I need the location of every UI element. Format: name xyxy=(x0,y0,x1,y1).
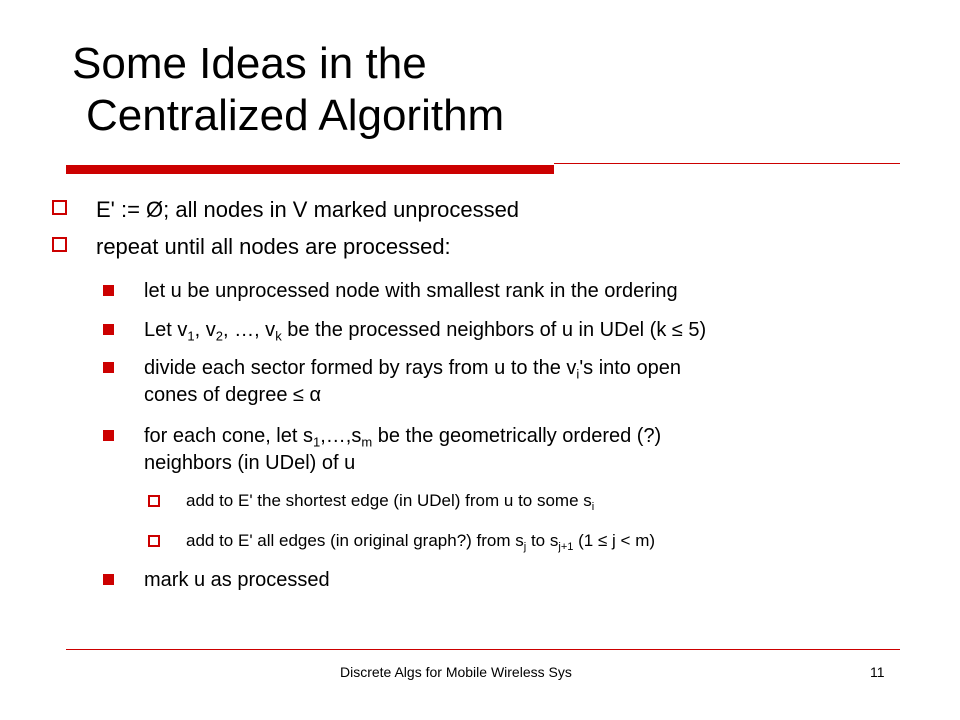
slide-title xyxy=(72,38,504,142)
footer-rule-line xyxy=(66,649,900,650)
hollow-square-bullet-icon xyxy=(148,535,160,547)
title-line-1: Some Ideas in the xyxy=(72,39,427,88)
bullet-repeat: repeat until all nodes are processed: xyxy=(96,234,451,259)
bullet-processed-neighbors: Let $v_1$, $v_2$, …, $v_k$ be the processed neighbors of u in UDel (k ≤ 5) xyxy=(144,319,707,344)
bullet-initialize: E' := Ø; all nodes in V marked unprocessed xyxy=(96,197,520,222)
bullet-each-cone: for each cone, let $s_1,\dots,s_m$ be the geometrically ordered (?) xyxy=(144,425,662,450)
bullet-select-u: let u be unprocessed node with smallest rank in the ordering xyxy=(144,280,678,302)
solid-square-bullet-icon xyxy=(103,362,114,373)
hollow-square-bullet-icon xyxy=(52,200,67,215)
solid-square-bullet-icon xyxy=(103,285,114,296)
page-number: 11 xyxy=(870,664,885,680)
bullet-divide-sectors-cont: cones of degree ≤ α xyxy=(144,384,322,406)
bullet-all-edges: add to E' all edges (in original graph?) from $s_j$ to $s_{j+1}$ (1 ≤ j < m) xyxy=(186,531,656,553)
bullet-each-cone-cont: neighbors (in UDel) of u xyxy=(144,452,356,474)
bullet-shortest-edge: add to E' the shortest edge (in UDel) from u to some $s_i$ xyxy=(186,491,595,513)
solid-square-bullet-icon xyxy=(103,430,114,441)
hollow-square-bullet-icon xyxy=(148,495,160,507)
bullet-divide-sectors: divide each sector formed by rays from u to the $v_i's$ into open xyxy=(144,357,681,382)
footer-text: Discrete Algs for Mobile Wireless Sys xyxy=(340,664,572,680)
solid-square-bullet-icon xyxy=(103,324,114,335)
solid-square-bullet-icon xyxy=(103,574,114,585)
hollow-square-bullet-icon xyxy=(52,237,67,252)
bullet-mark-processed: mark u as processed xyxy=(144,569,330,591)
title-accent-bar xyxy=(66,165,554,174)
title-line-2: Centralized Algorithm xyxy=(86,91,505,140)
title-rule-line xyxy=(554,163,900,164)
